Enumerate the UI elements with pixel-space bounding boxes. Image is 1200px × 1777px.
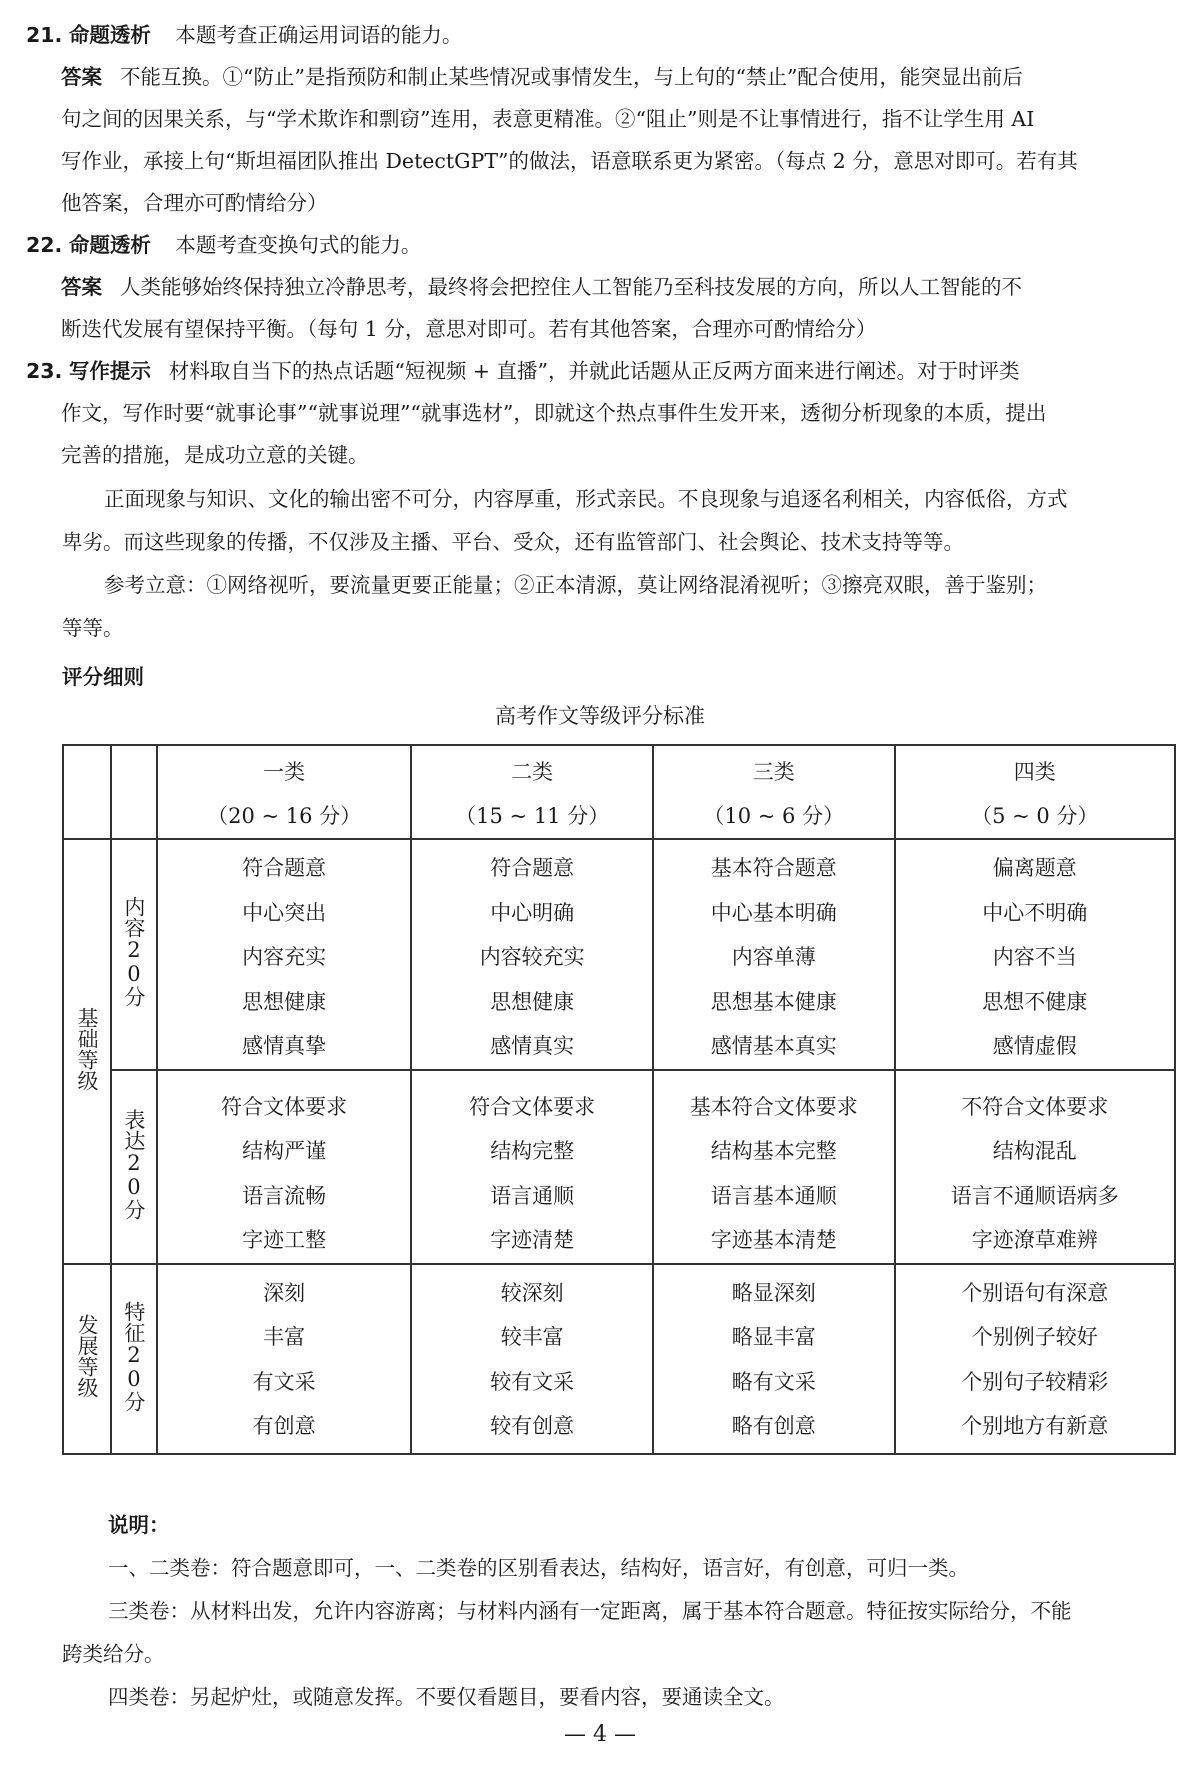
table-header-row [63,745,1175,839]
writing-hint-line: 材料取自当下的热点话题“短视频 + 直播”，并就此话题从正反两方面来进行阐述。对于时评类 [168,359,1020,383]
group-label-cell [63,839,111,1264]
criteria-cell: 个别语句有深意 个别例子较好 个别句子较精彩 个别地方有新意 [895,1264,1175,1454]
paragraph-line: 等等。 [62,616,124,640]
answer-line: 句之间的因果关系，与“学术欺诈和剽窃”连用，表意更精准。②“阻止”则是不让事情进行，指不让学生用 AI [61,107,1035,131]
column-header: 四类 （5 ~ 0 分） [895,745,1175,839]
answer-label: 答案 [61,275,102,299]
question-number: 21. [26,23,63,47]
criteria-cell: 符合文体要求 结构严谨 语言流畅 字迹工整 [157,1070,412,1264]
answer-line: 人类能够始终保持独立冷静思考，最终将会把控住人工智能乃至科技发展的方向，所以人工智能的不 [120,275,1022,299]
corner-cell [111,745,157,839]
paragraph-reference-ideas [62,564,1176,650]
answer-label: 答案 [61,65,102,89]
criteria-cell: 较深刻 较丰富 较有文采 较有创意 [411,1264,653,1454]
column-header: 三类 （10 ~ 6 分） [653,745,895,839]
notes-section [62,1504,1176,1719]
writing-hint-line: 完善的措施，是成功立意的关键。 [61,443,369,467]
group-label-cell [63,1264,111,1454]
criteria-cell: 深刻 丰富 有文采 有创意 [157,1264,412,1454]
paragraph-line: 参考立意：①网络视听，要流量更要正能量；②正本清源，莫让网络混淆视听；③擦亮双眼，善于鉴别； [104,573,1047,597]
group-label: 基础等级 [74,1006,99,1091]
criteria-cell: 基本符合题意 中心基本明确 内容单薄 思想基本健康 感情基本真实 [653,839,895,1070]
question-21 [26,14,1176,224]
row-label-cell [111,1070,157,1264]
row-label-cell [111,839,157,1070]
note-line: 一、二类卷：符合题意即可，一、二类卷的区别看表达，结构好，语言好，有创意，可归一类。 [108,1556,969,1580]
question-intro: 本题考查变换句式的能力。 [175,233,422,257]
writing-hint-line: 作文，写作时要“就事论事”“就事说理”“就事选材”，即就这个热点事件生发开来，透彻分析现象的本质，提出 [61,401,1047,425]
answer-line: 他答案，合理亦可酌情给分） [61,191,328,215]
paragraph-line: 卑劣。而这些现象的传播，不仅涉及主播、平台、受众，还有监管部门、社会舆论、技术支持等等。 [62,530,964,554]
page-number: — 4 — [564,1722,636,1747]
notes-label: 说明： [108,1513,170,1537]
criteria-cell: 符合文体要求 结构完整 语言通顺 字迹清楚 [411,1070,653,1264]
criteria-cell: 符合题意 中心突出 内容充实 思想健康 感情真挚 [157,839,412,1070]
question-number: 22. [26,233,63,257]
row-label: 内容20分 [121,896,146,1008]
row-label-cell [111,1264,157,1454]
paragraph-line: 正面现象与知识、文化的输出密不可分，内容厚重，形式亲民。不良现象与追逐名利相关，内容低俗，方式 [104,487,1068,511]
criteria-cell: 不符合文体要求 结构混乱 语言不通顺语病多 字迹潦草难辨 [895,1070,1175,1264]
column-header: 二类 （15 ~ 11 分） [411,745,653,839]
note-line: 跨类给分。 [62,1642,165,1666]
note-line: 四类卷：另起炉灶，或随意发挥。不要仅看题目，要看内容，要通读全文。 [108,1685,785,1709]
table-row [63,1264,1175,1454]
row-label: 表达20分 [121,1108,146,1220]
criteria-cell: 基本符合文体要求 结构基本完整 语言基本通顺 字迹基本清楚 [653,1070,895,1264]
question-intro: 本题考查正确运用词语的能力。 [175,23,463,47]
paragraph-phenomena [62,478,1176,564]
question-number: 23. [26,359,63,383]
criteria-cell: 符合题意 中心明确 内容较充实 思想健康 感情真实 [411,839,653,1070]
answer-line: 不能互换。①“防止”是指预防和制止某些情况或事情发生，与上句的“禁止”配合使用，能突显出前后 [120,65,1023,89]
scoring-rules-label: 评分细则 [62,665,144,689]
criteria-cell: 略显深刻 略显丰富 略有文采 略有创意 [653,1264,895,1454]
grading-table [62,744,1176,1455]
question-heading: 命题透析 [68,233,151,257]
criteria-cell: 偏离题意 中心不明确 内容不当 思想不健康 感情虚假 [895,839,1175,1070]
corner-cell [63,745,111,839]
column-header: 一类 （20 ~ 16 分） [157,745,412,839]
row-label: 特征20分 [121,1300,146,1412]
question-23 [26,350,1176,476]
question-22 [26,224,1176,350]
note-line: 三类卷：从材料出发，允许内容游离；与材料内涵有一定距离，属于基本符合题意。特征按实际给分，不能 [108,1599,1072,1623]
question-heading: 写作提示 [68,359,151,383]
answer-line: 写作业，承接上句“斯坦福团队推出 DetectGPT”的做法，语意联系更为紧密。（每点 2 分，意思对即可。若有其 [61,149,1078,173]
table-row [63,1070,1175,1264]
table-row [63,839,1175,1070]
answer-line: 断迭代发展有望保持平衡。（每句 1 分，意思对即可。若有其他答案，合理亦可酌情给分） [61,317,877,341]
group-label: 发展等级 [74,1314,99,1398]
table-title: 高考作文等级评分标准 [495,704,705,728]
question-heading: 命题透析 [68,23,151,47]
